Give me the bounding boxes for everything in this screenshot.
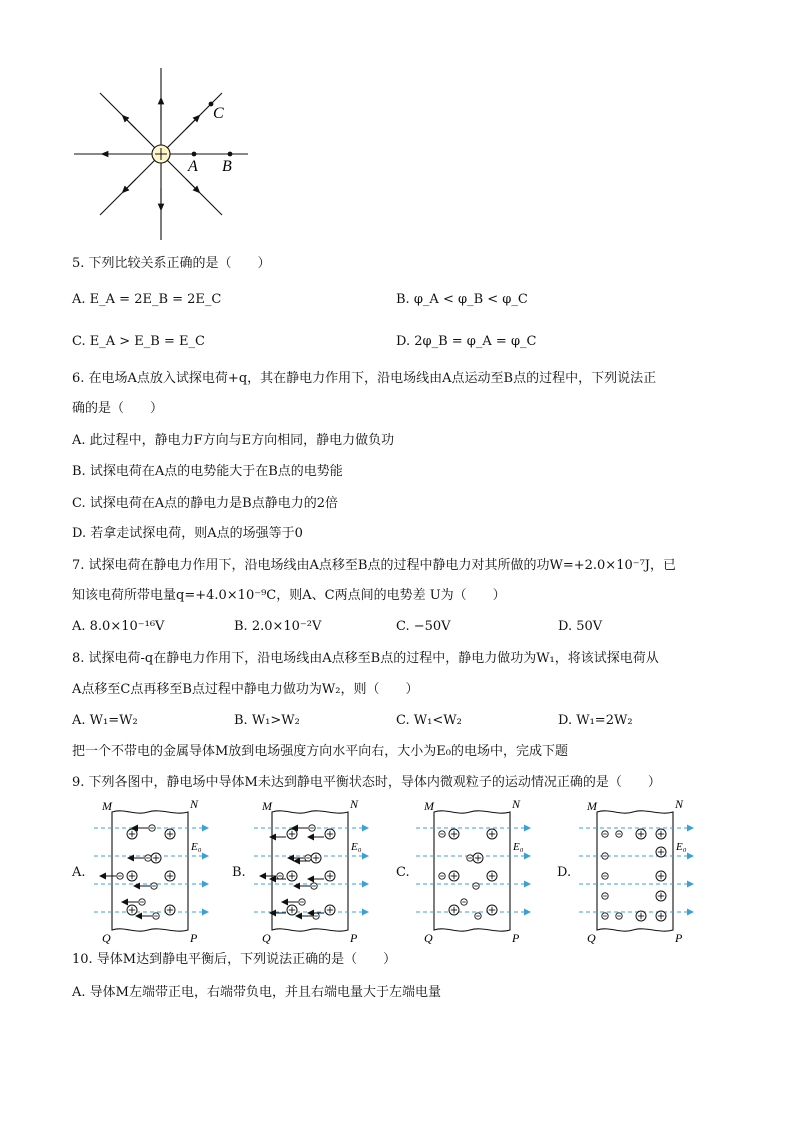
q9-option-b[interactable]: B. xyxy=(232,865,246,880)
label-m: M xyxy=(587,799,597,813)
label-m: M xyxy=(102,799,112,813)
label-e0: E₀ xyxy=(191,841,202,853)
label-e0: E₀ xyxy=(351,841,362,853)
q7-stem-line1: 7. 试探电荷在静电力作用下，沿电场线由A点移至B点的过程中静电力对其所做的功W=+2.0×10⁻⁷J，已 xyxy=(72,558,677,573)
label-m: M xyxy=(424,799,434,813)
q9-figure-d xyxy=(575,798,705,946)
point-charge-field-figure xyxy=(60,60,260,250)
q7-option-b[interactable]: B. 2.0×10⁻²V xyxy=(234,619,322,634)
q6-stem-line1: 6. 在电场A点放入试探电荷+q，其在静电力作用下，沿电场线由A点运动至B点的过程中，下列说法正 xyxy=(72,371,657,386)
q9-option-d[interactable]: D. xyxy=(557,865,572,880)
q8-option-c[interactable]: C. W₁<W₂ xyxy=(396,713,462,728)
q8-option-a[interactable]: A. W₁=W₂ xyxy=(72,713,138,728)
q8-stem-line2: A点移至C点再移至B点过程中静电力做功为W₂，则（ ） xyxy=(72,682,419,697)
label-p: P xyxy=(190,931,198,945)
label-p: P xyxy=(675,931,683,945)
q10-stem: 10. 导体M达到静电平衡后，下列说法正确的是（ ） xyxy=(72,952,397,967)
label-q: Q xyxy=(102,931,111,945)
q8-stem-line1: 8. 试探电荷-q在静电力作用下，沿电场线由A点移至B点的过程中，静电力做功为W₁，将该试探电荷从 xyxy=(72,651,659,666)
q6-stem-line2: 确的是（ ） xyxy=(72,401,164,416)
label-q: Q xyxy=(587,931,596,945)
label-m: M xyxy=(262,799,272,813)
label-b: B xyxy=(222,158,232,175)
q5-option-d[interactable]: D. 2φ_B = φ_A = φ_C xyxy=(396,334,537,349)
label-p: P xyxy=(350,931,358,945)
q7-option-a[interactable]: A. 8.0×10⁻¹⁶V xyxy=(72,619,165,634)
q6-option-d[interactable]: D. 若拿走试探电荷，则A点的场强等于0 xyxy=(72,526,303,541)
q6-option-c[interactable]: C. 试探电荷在A点的静电力是B点静电力的2倍 xyxy=(72,496,338,511)
q9-figure-a xyxy=(90,798,220,946)
q9-option-c[interactable]: C. xyxy=(396,865,410,880)
label-n: N xyxy=(190,798,199,811)
q5-stem: 5. 下列比较关系正确的是（ ） xyxy=(72,256,271,271)
label-p: P xyxy=(512,931,520,945)
label-e0: E₀ xyxy=(513,841,524,853)
q7-option-c[interactable]: C. −50V xyxy=(396,619,451,634)
label-q: Q xyxy=(424,931,433,945)
q5-option-a[interactable]: A. E_A = 2E_B = 2E_C xyxy=(72,292,222,307)
label-e0: E₀ xyxy=(676,841,687,853)
q5-option-c[interactable]: C. E_A > E_B = E_C xyxy=(72,334,205,349)
conductor-outline xyxy=(434,811,510,931)
label-q: Q xyxy=(262,931,271,945)
label-a: A xyxy=(188,158,198,175)
q9-figure-b xyxy=(250,798,380,946)
label-c: C xyxy=(213,105,224,122)
q7-stem-line2: 知该电荷所带电量q=+4.0×10⁻⁹C，则A、C两点间的电势差 U为（ ） xyxy=(72,588,506,603)
q5-option-b[interactable]: B. φ_A < φ_B < φ_C xyxy=(396,292,528,307)
q8-option-d[interactable]: D. W₁=2W₂ xyxy=(558,713,633,728)
label-n: N xyxy=(675,798,684,811)
q9-option-a[interactable]: A. xyxy=(72,865,86,880)
label-n: N xyxy=(512,798,521,811)
q10-option-a[interactable]: A. 导体M左端带正电，右端带负电，并且右端电量大于左端电量 xyxy=(72,985,441,1000)
q9-figure-c xyxy=(412,798,542,946)
q9-stem: 9. 下列各图中，静电场中导体M未达到静电平衡状态时，导体内微观粒子的运动情况正确的是（ ） xyxy=(72,775,661,790)
q6-option-a[interactable]: A. 此过程中，静电力F方向与E方向相同，静电力做负功 xyxy=(72,433,395,448)
q6-option-b[interactable]: B. 试探电荷在A点的电势能大于在B点的电势能 xyxy=(72,464,343,479)
label-n: N xyxy=(350,798,359,811)
q8-option-b[interactable]: B. W₁>W₂ xyxy=(234,713,300,728)
q7-option-d[interactable]: D. 50V xyxy=(558,619,603,634)
context-text: 把一个不带电的金属导体M放到电场强度方向水平向右，大小为E₀的电场中，完成下题 xyxy=(72,744,569,759)
